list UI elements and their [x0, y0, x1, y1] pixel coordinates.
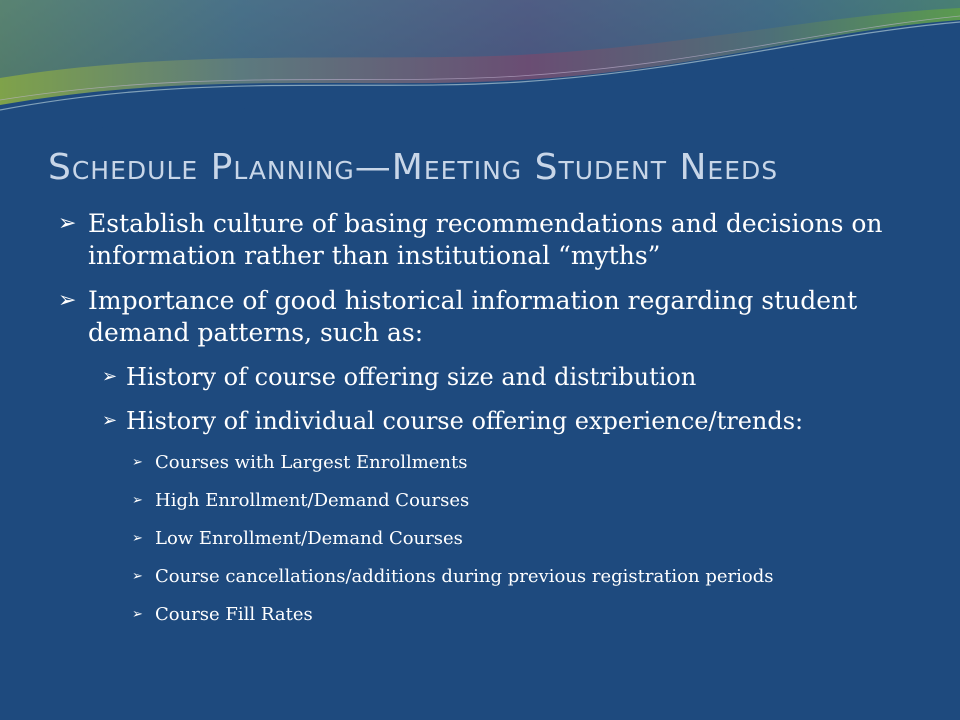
bullet-text: High Enrollment/Demand Courses — [155, 490, 470, 511]
bullet-item-level-3 — [58, 526, 918, 551]
decorative-wave-banner — [0, 0, 960, 140]
arrow-bullet-icon: ➢ — [132, 531, 143, 546]
bullet-item-level-3 — [58, 488, 918, 513]
bullet-item-level-2 — [58, 406, 918, 436]
arrow-bullet-icon: ➢ — [58, 211, 77, 236]
bullet-text: History of course offering size and distribution — [126, 363, 697, 391]
bullet-text: Establish culture of basing recommendations and decisions on information rather than institutional “myths” — [88, 209, 883, 270]
bullet-item-level-1 — [58, 208, 918, 272]
arrow-bullet-icon: ➢ — [132, 493, 143, 508]
bullet-text: Course Fill Rates — [155, 604, 313, 625]
bullet-text: Importance of good historical information regarding student demand patterns, such as: — [88, 286, 858, 347]
bullet-item-level-2 — [58, 362, 918, 392]
arrow-bullet-icon: ➢ — [58, 288, 77, 313]
arrow-bullet-icon: ➢ — [102, 366, 118, 387]
arrow-bullet-icon: ➢ — [102, 410, 118, 431]
bullet-list — [58, 208, 918, 627]
arrow-bullet-icon: ➢ — [132, 569, 143, 584]
bullet-item-level-3 — [58, 564, 918, 589]
bullet-text: History of individual course offering experience/trends: — [126, 407, 804, 435]
arrow-bullet-icon: ➢ — [132, 455, 143, 470]
bullet-item-level-1 — [58, 285, 918, 349]
slide-title: Schedule Planning—Meeting Student Needs — [48, 147, 779, 188]
bullet-list-container — [58, 208, 918, 640]
arrow-bullet-icon: ➢ — [132, 607, 143, 622]
bullet-text: Course cancellations/additions during previous registration periods — [155, 566, 774, 587]
bullet-text: Courses with Largest Enrollments — [155, 452, 468, 473]
bullet-item-level-3 — [58, 450, 918, 475]
bullet-item-level-3 — [58, 602, 918, 627]
bullet-text: Low Enrollment/Demand Courses — [155, 528, 463, 549]
